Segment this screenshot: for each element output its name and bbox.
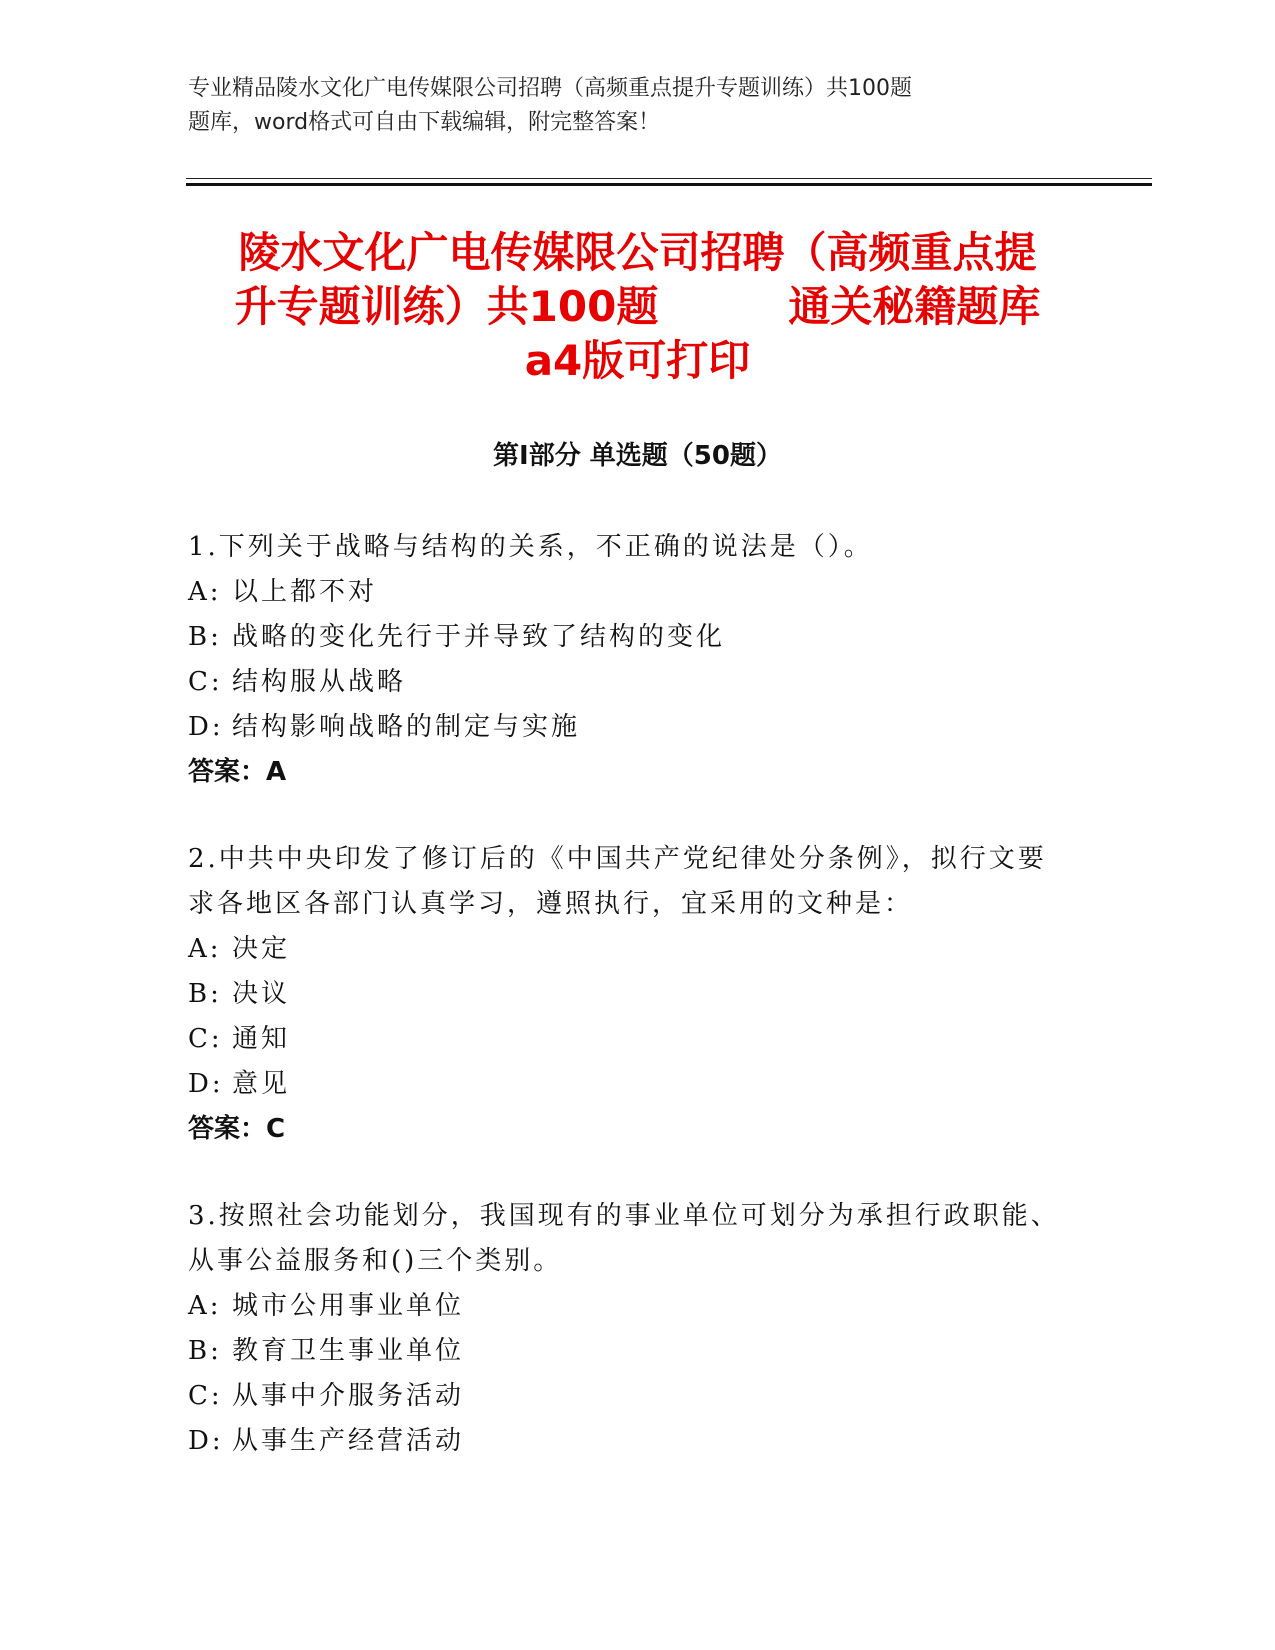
option-text: 城市公用事业单位 [232, 1291, 465, 1321]
option-letter: C: [188, 667, 223, 697]
title-line-2 [150, 280, 1125, 334]
option-letter: B: [188, 979, 222, 1009]
option-letter: D: [188, 712, 224, 742]
option-text: 决议 [232, 979, 291, 1009]
option-c [188, 660, 1068, 705]
option-letter: A: [188, 1291, 222, 1321]
question-list [188, 525, 1068, 1506]
header-divider-thin [186, 178, 1152, 179]
header-note-line-1: 专业精品陵水文化广电传媒限公司招聘（高频重点提升专题训练）共100题 [188, 76, 912, 101]
option-letter: B: [188, 1336, 222, 1366]
option-text: 以上都不对 [232, 577, 378, 607]
option-c [188, 1374, 1068, 1419]
answer: 答案：C [188, 1114, 286, 1144]
question-1 [188, 525, 1068, 795]
option-b [188, 615, 1068, 660]
option-letter: B: [188, 622, 222, 652]
option-letter: D: [188, 1069, 224, 1099]
option-text: 从事中介服务活动 [232, 1381, 465, 1411]
option-text: 从事生产经营活动 [232, 1426, 465, 1456]
option-a [188, 570, 1068, 615]
option-text: 决定 [232, 934, 291, 964]
question-3 [188, 1194, 1068, 1464]
option-d [188, 705, 1068, 750]
title-line-1: 陵水文化广电传媒限公司招聘（高频重点提 [238, 228, 1037, 277]
option-text: 战略的变化先行于并导致了结构的变化 [232, 622, 726, 652]
option-c [188, 1017, 1068, 1062]
option-letter: A: [188, 934, 222, 964]
question-stem: 1.下列关于战略与结构的关系，不正确的说法是（）。 [188, 532, 873, 562]
answer: 答案：A [188, 757, 287, 787]
option-letter: A: [188, 577, 222, 607]
option-d [188, 1419, 1068, 1464]
option-text: 意见 [232, 1069, 291, 1099]
option-a [188, 1284, 1068, 1329]
header-note [188, 72, 1028, 140]
option-text: 教育卫生事业单位 [232, 1336, 465, 1366]
question-stem: 2.中共中央印发了修订后的《中国共产党纪律处分条例》，拟行文要求各地区各部门认真学习，遵照执行，宜采用的文种是： [188, 844, 1047, 919]
option-d [188, 1062, 1068, 1107]
title-line-2-part-2: 通关秘籍题库 [788, 282, 1041, 331]
document-title [150, 226, 1125, 388]
option-b [188, 1329, 1068, 1374]
option-letter: C: [188, 1381, 223, 1411]
option-letter: D: [188, 1426, 224, 1456]
option-b [188, 972, 1068, 1017]
option-a [188, 927, 1068, 972]
title-line-2-part-1: 升专题训练）共100题 [234, 282, 659, 331]
header-note-line-2: 题库，word格式可自由下载编辑，附完整答案！ [188, 110, 661, 135]
option-text: 结构服从战略 [232, 667, 407, 697]
option-text: 结构影响战略的制定与实施 [232, 712, 581, 742]
section-title: 第Ⅰ部分 单选题（50题） [493, 441, 782, 471]
header-divider-thick [186, 183, 1152, 186]
title-line-3: a4版可打印 [524, 336, 751, 385]
option-text: 通知 [232, 1024, 291, 1054]
question-stem: 3.按照社会功能划分，我国现有的事业单位可划分为承担行政职能、从事公益服务和()三个类别。 [188, 1201, 1060, 1276]
question-2 [188, 837, 1068, 1152]
option-letter: C: [188, 1024, 223, 1054]
